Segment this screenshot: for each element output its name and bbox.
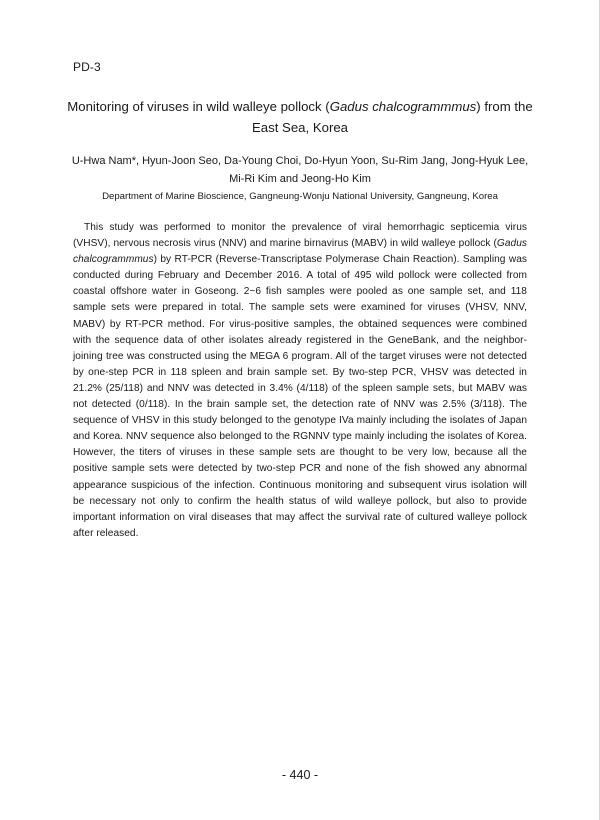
author-list: [60, 152, 540, 188]
paper-title: [60, 96, 540, 138]
presentation-code: PD-3: [73, 60, 101, 74]
abstract-body: [73, 220, 527, 542]
title-text-end: ) from the East Sea, Korea: [251, 99, 533, 135]
title-species-name: Gadus chalcogrammmus: [329, 99, 477, 114]
author-line-1: U-Hwa Nam*, Hyun-Joon Seo, Da-Young Choi, Do-Hyun Yoon, Su-Rim Jang, Jong-Hyuk Lee,: [71, 155, 529, 167]
title-text-start: Monitoring of viruses in wild walleye pollock (: [67, 99, 330, 114]
abstract-species-name: Gadus chalcogrammmus: [73, 238, 527, 266]
affiliation: Department of Marine Bioscience, Gangneung-Wonju National University, Gangneung, Korea: [102, 191, 498, 202]
abstract-text-rest: ) by RT-PCR (Reverse-Transcriptase Polymerase Chain Reaction). Sampling was conducted during February and December 2016. A total of 495 wild pollock were collected from coastal offshore water in Goseong. 2~6 fish samples were pooled as one sample set, and 118 sample sets were prepared in total. The sample sets were examined for viruses (VHSV, NNV, MABV) by RT-PCR method. For virus-positive samples, the obtained sequences were combined with the sequence data of other isolates already registered in the GeneBank, and the neighbor-joining tree was constructed using the MEGA 6 program. All of the target viruses were not detected by one-step PCR in 118 spleen and brain sample set. By two-step PCR, VHSV was detected in 21.2% (25/118) and NNV was detected in 3.4% (4/118) of the spleen sample sets, but MABV was not detected (0/118). In the brain sample set, the detection rate of NNV was 2.5% (3/118). The sequence of VHSV in this study belonged to the genotype IVa mainly including the isolates of Japan and Korea. NNV sequence also belonged to the RGNNV type mainly including the isolates of Korea. However, the titers of viruses in these sample sets are thought to be very low, because all the positive sample sets were detected by two-step PCR and none of the fish showed any abnormal appearance suspicious of the infection. Continuous monitoring and subsequent virus isolation will be necessary not only to confirm the health status of wild walleye pollock, but also to provide important information on viral diseases that may affect the survival rate of cultured walleye pollock after released.: [73, 254, 527, 539]
author-line-2: Mi-Ri Kim and Jeong-Ho Kim: [229, 173, 371, 185]
abstract-text-start: This study was performed to monitor the prevalence of viral hemorrhagic septicemia virus (VHSV), nervous necrosis virus (NNV) and marine birnavirus (MABV) in wild walleye pollock (: [73, 222, 527, 250]
page-number: - 440 -: [281, 768, 319, 782]
